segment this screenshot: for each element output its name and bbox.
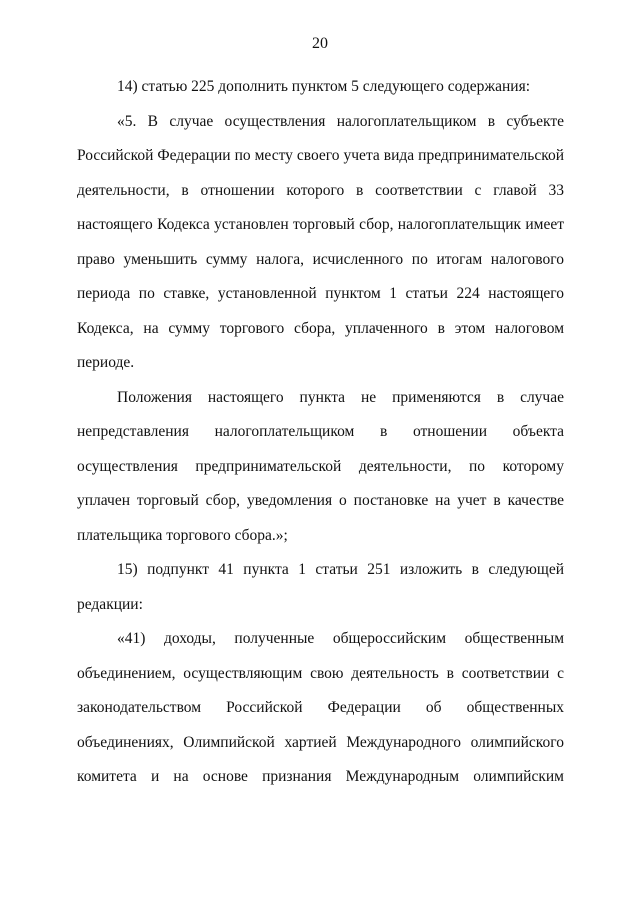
paragraph-clause-5: «5. В случае осуществления налогоплательщиком в субъекте Российской Федерации по месту своего учета вида предпринимательской деятельности, в отношении которого в соответствии с главой 33 настоящего Кодекса установлен торговый сбор, налогоплательщик имеет право уменьшить сумму налога, исчисленного по итогам налогового периода по ставке, установленной пунктом 1 статьи 224 настоящего Кодекса, на сумму торгового сбора, уплаченного в этом налоговом периоде.	[77, 112, 564, 371]
paragraph-item-14: 14) статью 225 дополнить пунктом 5 следующего содержания:	[117, 78, 531, 95]
paragraph-clause-5-exception: Положения настоящего пункта не применяются в случае непредставления налогоплательщиком в отношении объекта осуществления предпринимательской деятельности, по которому уплачен торговый сбор, уведомления о постановке на учет в качестве плательщика торгового сбора.»;	[77, 388, 564, 544]
document-body	[77, 70, 564, 795]
paragraph-subclause-41: «41) доходы, полученные общероссийским общественным объединением, осуществляющим свою деятельность в соответствии с законодательством Российской Федерации об общественных объединениях, Олимпийской хартией Международного олимпийского комитета и на основе признания Международным олимпийским	[77, 630, 564, 785]
page-number: 20	[312, 35, 328, 52]
paragraph-item-15: 15) подпункт 41 пункта 1 статьи 251 изложить в следующей редакции:	[77, 561, 564, 613]
